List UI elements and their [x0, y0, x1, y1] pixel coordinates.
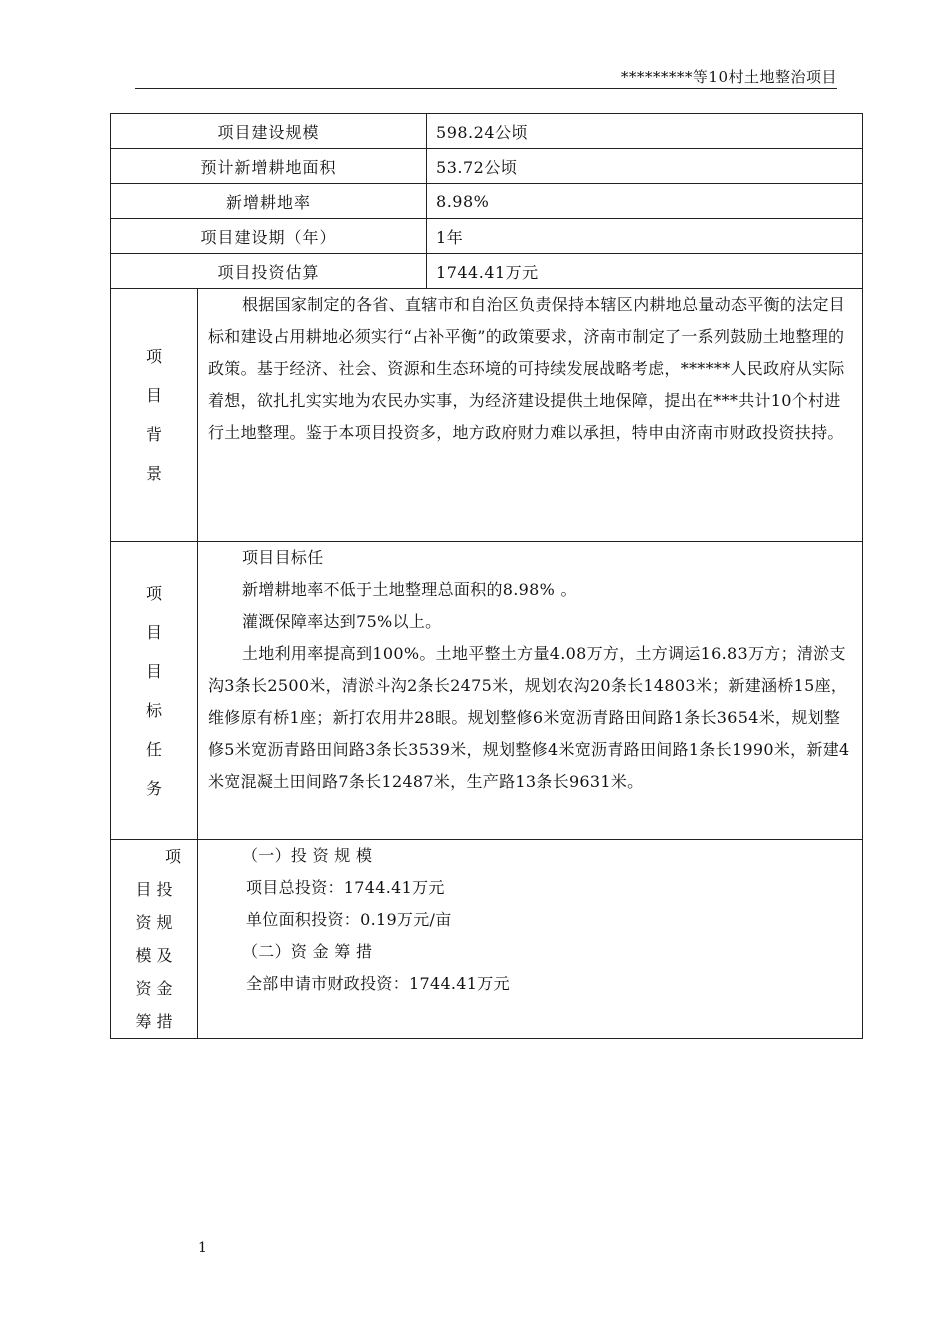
investment-unit: 单位面积投资：0.19万元/亩	[246, 910, 452, 929]
investment-row	[111, 840, 863, 1039]
row-value: 1年	[427, 219, 863, 254]
goals-line: 土地利用率提高到100%。土地平整土方量4.08万方，土方调运16.83万方；清淤支沟3条长2500米，清淤斗沟2条长2475米，规划农沟20条长14803米；新建涵桥15座，维修原有桥1座；新打农用井28眼。规划整修6米宽沥青路田间路1条长3654米，规划整修5米宽沥青路田间路3条长3539米，规划整修4米宽沥青路田间路1条长1990米，新建4米宽混凝土田间路7条长12487米，生产路13条长9631米。	[208, 644, 850, 791]
background-text: 根据国家制定的各省、直辖市和自治区负责保持本辖区内耕地总量动态平衡的法定目标和建设占用耕地必须实行“占补平衡”的政策要求，济南市制定了一系列鼓励土地整理的政策。基于经济、社会、资源和生态环境的可持续发展战略考虑，******人民政府从实际着想，欲扎扎实实地为农民办实事，为经济建设提供土地保障，提出在***共计10个村进行土地整理。鉴于本项目投资多，地方政府财力难以承担，特申由济南市财政投资扶持。	[208, 295, 846, 442]
investment-section-title: （一）投 资 规 模	[242, 846, 373, 865]
background-row	[111, 289, 863, 542]
header-title: *********等10村土地整治项目	[620, 68, 837, 86]
table-row	[111, 254, 863, 289]
table-row	[111, 219, 863, 254]
row-label: 预计新增耕地面积	[111, 149, 427, 184]
background-label: 项 目 背 景	[111, 289, 198, 542]
goals-heading: 项目目标任	[242, 548, 324, 567]
table-row	[111, 184, 863, 219]
table-row	[111, 149, 863, 184]
goals-line: 新增耕地率不低于土地整理总面积的8.98% 。	[242, 580, 577, 599]
background-content	[198, 289, 863, 542]
row-value: 53.72公顷	[427, 149, 863, 184]
page-header	[135, 66, 837, 89]
row-label: 项目建设期（年）	[111, 219, 427, 254]
page-number: 1	[198, 1240, 207, 1256]
investment-content	[198, 840, 863, 1039]
row-label: 项目建设规模	[111, 114, 427, 149]
goals-line: 灌溉保障率达到75%以上。	[242, 612, 442, 631]
row-value: 1744.41万元	[427, 254, 863, 289]
table-row	[111, 114, 863, 149]
project-table	[110, 113, 863, 1039]
row-value: 8.98%	[427, 184, 863, 219]
goals-label: 项 目 目 标 任 务	[111, 542, 198, 840]
row-value: 598.24公顷	[427, 114, 863, 149]
goals-content	[198, 542, 863, 840]
funding-section-title: （二）资 金 筹 措	[242, 942, 373, 961]
row-label: 项目投资估算	[111, 254, 427, 289]
row-label: 新增耕地率	[111, 184, 427, 219]
investment-total: 项目总投资：1744.41万元	[246, 878, 445, 897]
investment-label: 项 目 投 资 规 模 及 资 金 筹 措	[111, 840, 198, 1039]
goals-row	[111, 542, 863, 840]
funding-source: 全部申请市财政投资：1744.41万元	[246, 974, 510, 993]
